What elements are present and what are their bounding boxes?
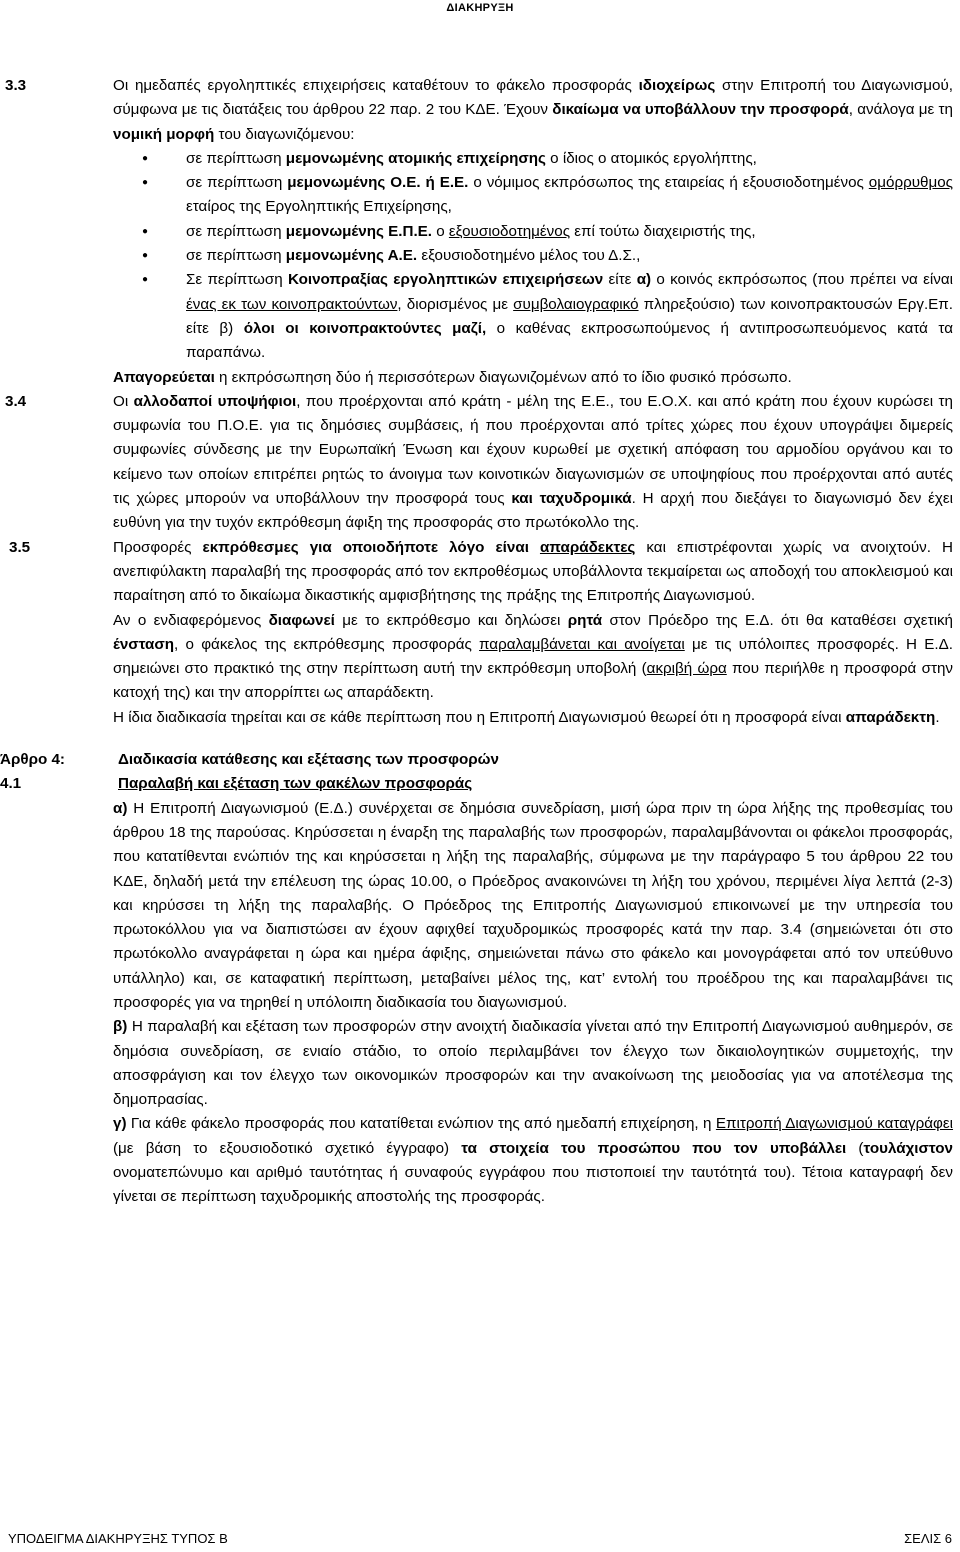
article-4-item-a: α) Η Επιτροπή Διαγωνισμού (Ε.Δ.) συνέρχεται σε δημόσια συνεδρίαση, μισή ώρα πριν τη ώρα λήξης της προθεσμίας του άρθρου 18 της παρούσας. Κηρύσσεται η έναρξη της παραλαβής των προσφορών, παραλαμβάνονται οι φάκελοι προσφοράς, που κατατίθενται ενώπιόν της και κηρύσσεται η λήξη της παραλαβής, σύμφωνα με την παράγραφο 5 του άρθρου 22 του ΚΔΕ, δηλαδή μετά την επέλευση της ώρας 10.00, ο Πρόεδρος ανακοινώνει τη λήξη του χρόνου, περιμένει λίγα λεπτά (2-3) και κηρύσσει τη λήξη της παραλαβής. Ο Πρόεδρος της Επιτροπής Διαγωνισμού επικοινωνεί με την υπηρεσία του πρωτοκόλλου για να διαπιστώσει αν έχουν αφιχθεί ταχυδρομικώς προσφορές κατά την παρ. 3.4 (σημειώνεται ότι στο πρωτόκολλο αναγράφεται η ώρα και ημέρα άφιξης, σημειώνεται πάνω στο φάκελο και μονογράφεται από τον υπεύθυνο υπάλληλο) και, σε καταφατική περίπτωση, μεταβαίνει μέλος της, κατ’ εντολή του προέδρου της και παραλαμβάνει τις προσφορές για να τηρηθεί η υπόλοιπη διαδικασία του διαγωνισμού. — [113, 799, 953, 1011]
list-item: ● σε περίπτωση μεμονωμένης Α.Ε. εξουσιοδοτημένο μέλος του Δ.Σ., — [186, 244, 953, 268]
prohibition-note: Απαγορεύεται η εκπρόσωπηση δύο ή περισσότερων διαγωνιζομένων από το ίδιο φυσικό πρόσωπο. — [113, 368, 792, 386]
section-number: 3.3 — [5, 77, 27, 94]
section-paragraph: Οι αλλοδαποί υποψήφιοι, που προέρχονται από κράτη - μέλη της Ε.Ε., του Ε.Ο.Χ. και από κράτη που έχουν κυρώσει τη συμφωνία του Π.Ο.Ε. για τις δημόσιες συμβάσεις, ή που προέρχονται από τρίτες χώρες που έχουν υπογράψει διμερείς συμφωνίες σύνδεσης με την Ευρωπαϊκή Ένωση και έχουν κυρωθεί με σχετική απόφαση του αρμοδίου οργάνου και το κείμενο των οποίων επιτρέπει ρητώς το άνοιγμα των κοινοτικών διαγωνισμών σε υποψηφίους που προέρχονται από αυτές τις χώρες μπορούν να υποβάλλουν την προσφορά τους και ταχυδρομικά. Η αρχή που διεξάγει το διαγωνισμό δεν έχει ευθύνη για την τυχόν εκπρόθεσμη άφιξη της προσφοράς στο πρωτόκολλο της. — [113, 392, 953, 532]
article-4-item-b: β) Η παραλαβή και εξέταση των προσφορών στην ανοιχτή διαδικασία γίνεται από την Επιτροπή Διαγωνισμού αυθημερόν, σε δημόσια συνεδρίαση, σε ενιαίο στάδιο, το οποίο περιλαμβάνει τον έλεγχο των δικαιολογητικών συμμετοχής, την αποσφράγιση και τον έλεγχο των οικονομικών προσφορών και την ανακοίνωση της μειοδοσίας για να αποτέλεσμα της δημοπρασίας. — [113, 1018, 953, 1109]
section-paragraph: Η ίδια διαδικασία τηρείται και σε κάθε περίπτωση που η Επιτροπή Διαγωνισμού θεωρεί ότι η προσφορά είναι απαράδεκτη. — [113, 708, 940, 726]
list-item: ● σε περίπτωση μεμονωμένης ατομικής επιχείρησης ο ίδιος ο ατομικός εργολήπτης, — [186, 147, 953, 171]
section-paragraph: Αν ο ενδιαφερόμενος διαφωνεί με το εκπρόθεσμο και δηλώσει ρητά στον Πρόεδρο της Ε.Δ. ότι θα καταθέσει σχετική ένσταση, ο φάκελος της εκπρόθεσμης προσφοράς παραλαμβάνεται και ανοίγεται με τις υπόλοιπες προσφορές. Η Ε.Δ. σημειώνει στο πρακτικό της στην περίπτωση αυτή την εκπρόθεσμη υποβολή (ακριβή ώρα που περιήλθε η προσφορά στην κατοχή της) και την απορρίπτει ως απαράδεκτη. — [113, 611, 953, 702]
article-4-item-c: γ) Για κάθε φάκελο προσφοράς που κατατίθεται ενώπιον της από ημεδαπή επιχείρηση, η Επιτροπή Διαγωνισμού καταγράφει (με βάση το εξουσιοδοτικό σχετικό έγγραφο) τα στοιχεία του προσώπου που τον υποβάλλει (τουλάχιστον ονοματεπώνυμο και αριθμό ταυτότητας ή συναφούς εγγράφου που πιστοποιεί την ταυτότητά του). Τέτοια καταγραφή δεν γίνεται σε περίπτωση ταχυδρομικής αποστολής της προσφοράς. — [113, 1115, 954, 1206]
page-header: ΔΙΑΚΗΡΥΞΗ — [446, 2, 514, 14]
section-number: 3.5 — [9, 538, 31, 556]
footer-doc-title: ΥΠΟΔΕΙΓΜΑ ΔΙΑΚΗΡΥΞΗΣ ΤΥΠΟΣ Β — [8, 1531, 228, 1546]
subsection-title: Παραλαβή και εξέταση των φακέλων προσφοράς — [118, 775, 473, 793]
footer-page-number: ΣΕΛΙΣ 6 — [904, 1531, 952, 1546]
section-number: 3.4 — [5, 392, 27, 410]
document-body — [0, 74, 960, 1210]
article-title: Διαδικασία κατάθεσης και εξέτασης των προσφορών — [118, 751, 499, 769]
page-footer — [8, 1531, 952, 1546]
article-4-heading — [0, 748, 960, 797]
list-item: ● σε περίπτωση μεμονωμένης Ο.Ε. ή Ε.Ε. ο νόμιμος εκπρόσωπος της εταιρείας ή εξουσιοδοτημένος ομόρρυθμος εταίρος της Εργοληπτικής Επιχείρησης, — [186, 171, 953, 220]
section-paragraph: Προσφορές εκπρόθεσμες για οποιοδήποτε λόγο είναι απαράδεκτες και επιστρέφονται χωρίς να ανοιχτούν. Η ανεπιφύλακτη παραλαβή της προσφοράς από τον εκπροθέσμως υποβάλλοντα τεκμαίρεται ως αποδοχή του αποκλεισμού και παραίτηση από το δικαίωμα δικαστικής αμφισβήτησης της πράξης της Επιτροπής Διαγωνισμού. — [113, 538, 953, 605]
section-intro: Οι ημεδαπές εργοληπτικές επιχειρήσεις καταθέτουν το φάκελο προσφοράς ιδιοχείρως στην Επιτροπή του Διαγωνισμού, σύμφωνα με τις διατάξεις του άρθρου 22 παρ. 2 του ΚΔΕ. Έχουν δικαίωμα να υποβάλλουν την προσφορά, ανάλογα με τη νομική μορφή του διαγωνιζόμενου: — [113, 77, 954, 143]
list-item: ● σε περίπτωση μεμονωμένης Ε.Π.Ε. ο εξουσιοδοτημένος επί τούτω διαχειριστής της, — [186, 220, 953, 244]
section-3-3 — [5, 74, 954, 390]
section-3-4 — [5, 390, 953, 536]
bullet-list — [113, 147, 953, 366]
section-3-5 — [9, 536, 953, 730]
subsection-number: 4.1 — [0, 775, 22, 793]
list-item: ● Σε περίπτωση Κοινοπραξίας εργοληπτικών επιχειρήσεων είτε α) ο κοινός εκπρόσωπος (που πρέπει να είναι ένας εκ των κοινοπρακτούντων, διορισμένος με συμβολαιογραφικό πληρεξούσιο) των κοινοπρακτουσών Εργ.Επ. είτε β) όλοι οι κοινοπρακτούντες μαζί, ο καθένας εκπροσωπούμενος ή αντιπροσωπευόμενος κατά τα παραπάνω. — [186, 268, 953, 365]
article-label: Άρθρο 4: — [0, 751, 65, 769]
